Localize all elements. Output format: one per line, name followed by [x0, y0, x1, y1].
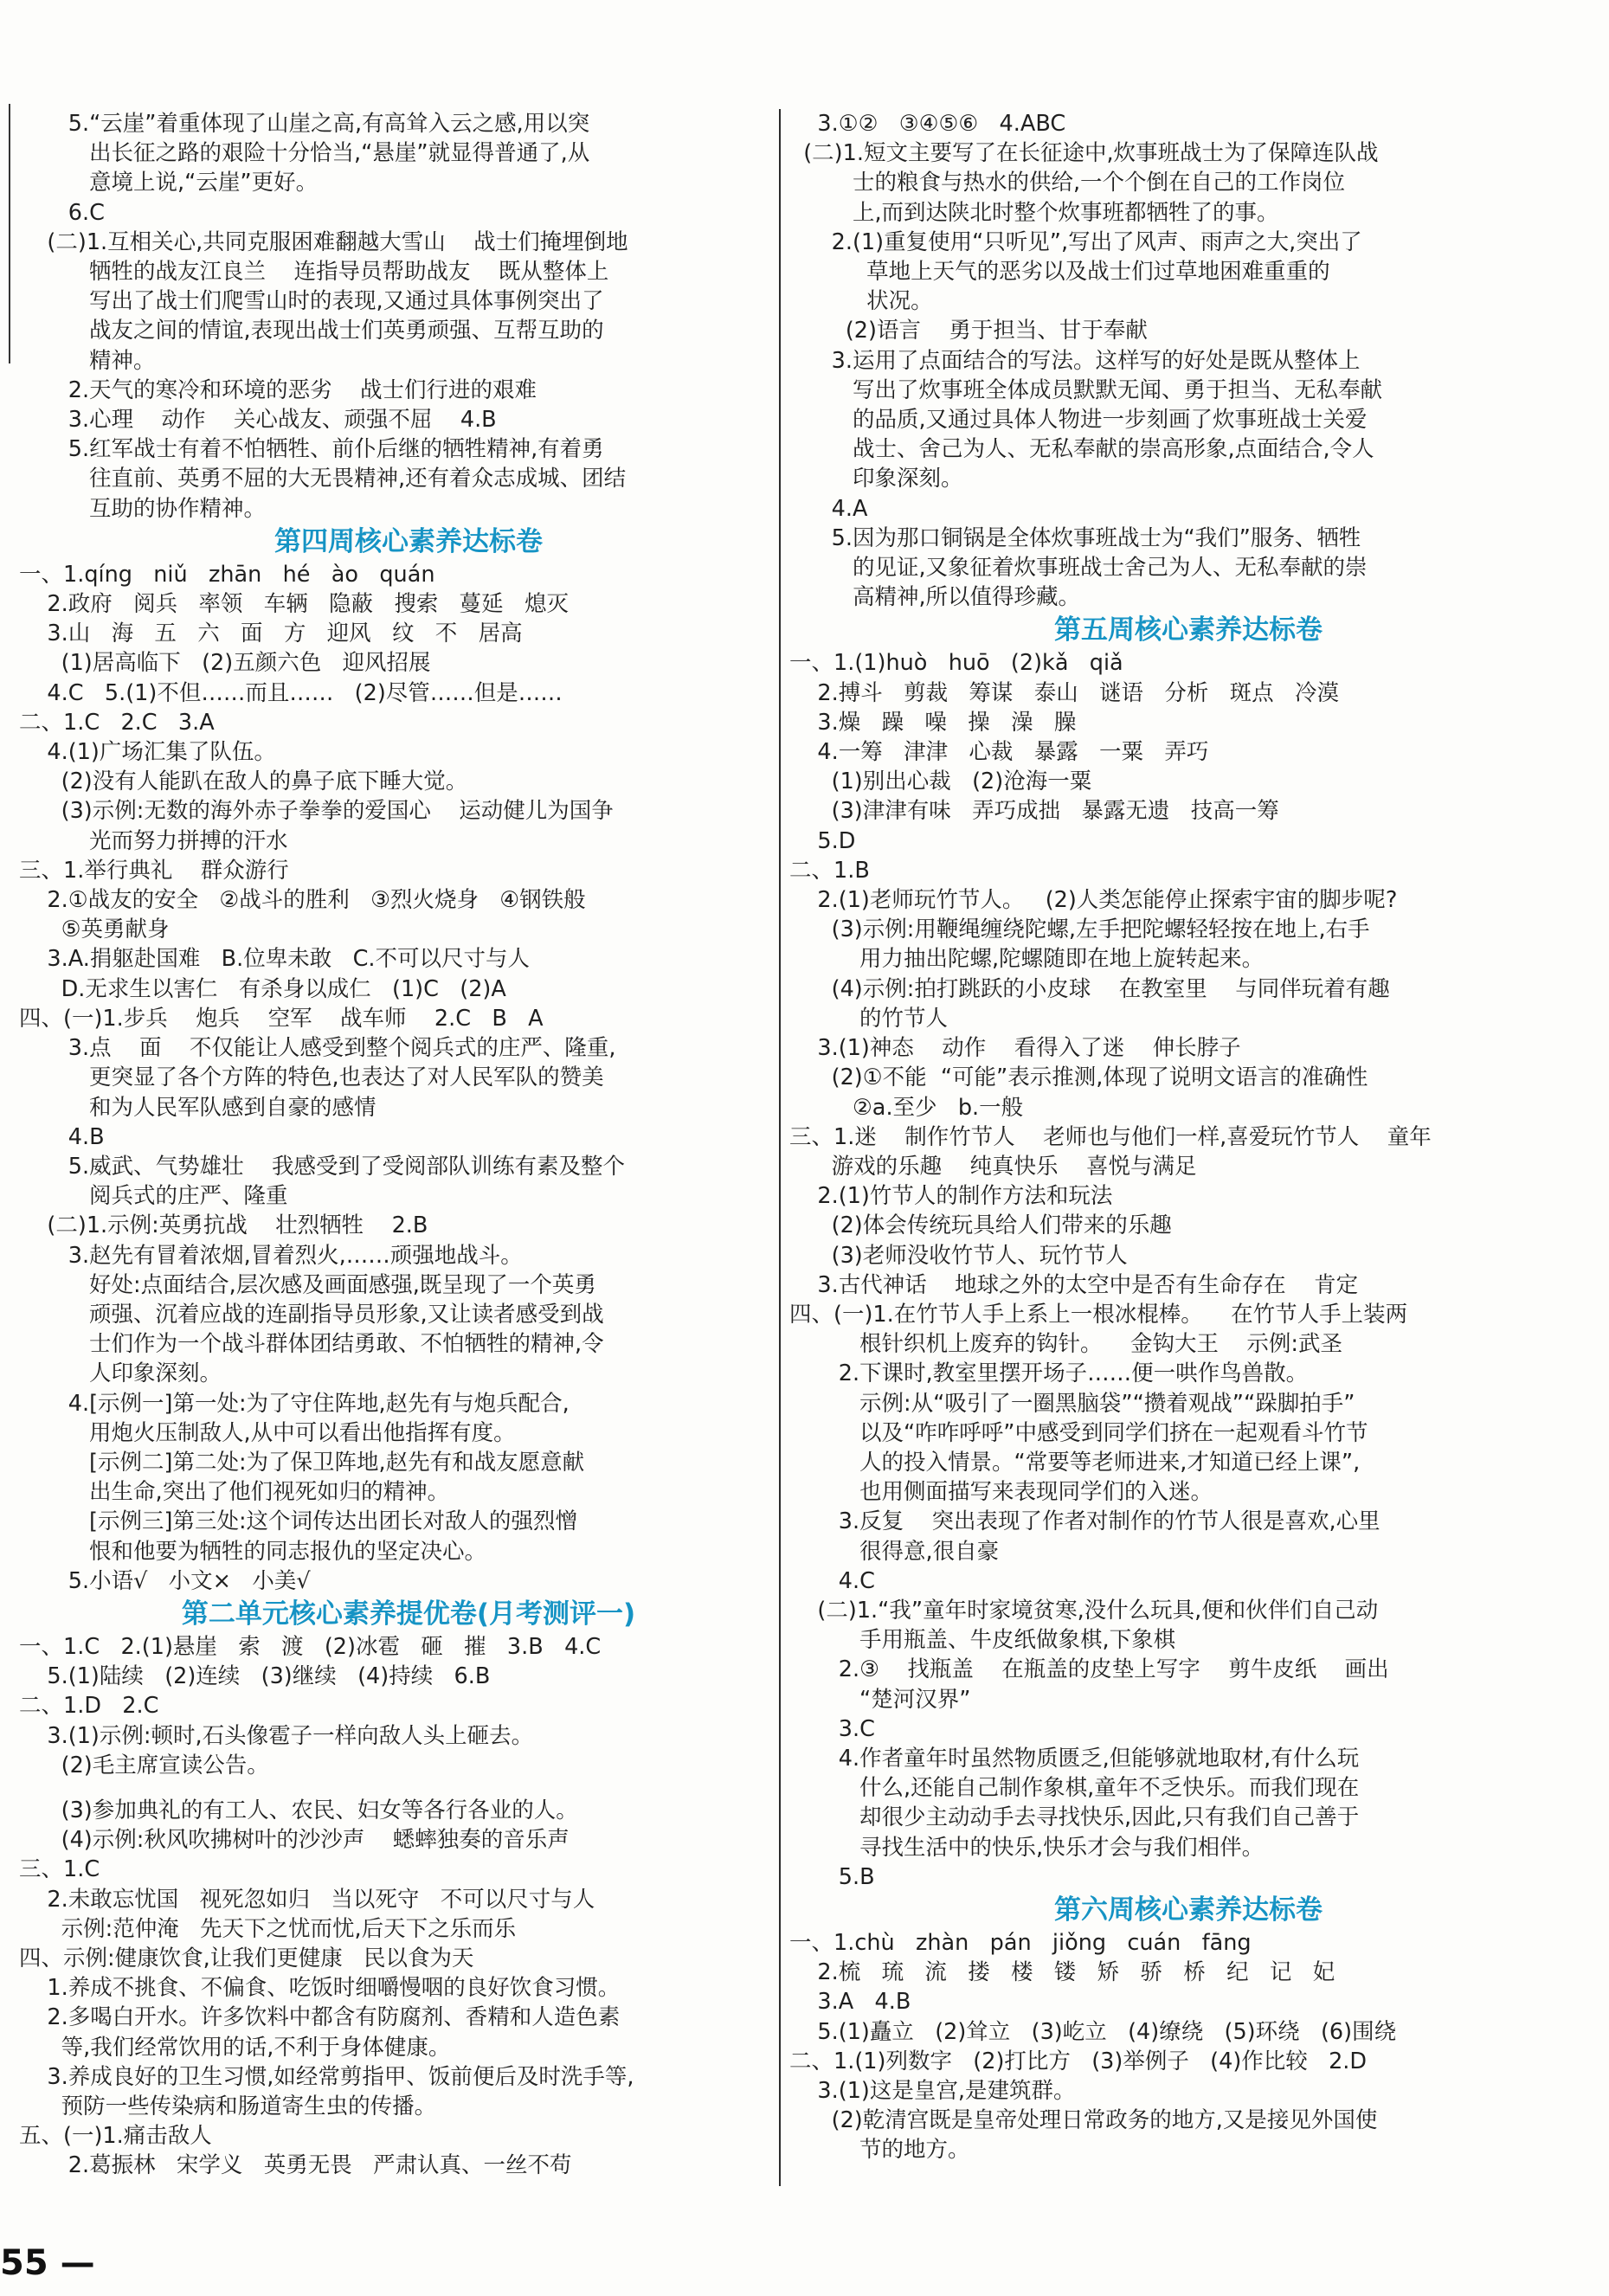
answer-line: 的见证,又象征着炊事班战士舍己为人、无私奉献的崇	[789, 555, 1368, 582]
answer-line: 手用瓶盖、牛皮纸做象棋,下象棋	[789, 1627, 1176, 1654]
answer-line: 预防一些传染病和肠道寄生虫的传播。	[19, 2093, 437, 2119]
answer-line: (4)示例:秋风吹拂树叶的沙沙声 蟋蟀独奏的音乐声	[19, 1827, 570, 1854]
answer-line: 五、(一)1.痛击敌人	[19, 2123, 212, 2150]
answer-line: 一、1.qíng niǔ zhān hé ào quán	[19, 561, 435, 588]
answer-line: 出长征之路的艰险十分恰当,“悬崖”就显得普通了,从	[19, 140, 590, 167]
answer-line: 四、示例:健康饮食,让我们更健康 民以食为天	[19, 1945, 474, 1971]
answer-line: 互助的协作精神。	[19, 495, 267, 522]
answer-line: 的品质,又通过具体人物进一步刻画了炊事班战士关爱	[789, 407, 1368, 434]
answer-line: 3.反复 突出表现了作者对制作的竹节人很是喜欢,心里	[789, 1508, 1381, 1535]
answer-line: 用炮火压制敌人,从中可以看出他指挥有度。	[19, 1419, 516, 1446]
answer-line: (二)1.短文主要写了在长征途中,炊事班战士为了保障连队战	[789, 140, 1379, 167]
answer-line: 二、1.C 2.C 3.A	[19, 709, 215, 736]
answer-line: D.无求生以害仁 有杀身以成仁 (1)C (2)A	[19, 975, 506, 1002]
answer-line: 4.(1)广场汇集了队伍。	[19, 739, 276, 766]
answer-line: 上,而到达陕北时整个炊事班都牺牲了的事。	[789, 199, 1279, 226]
answer-line: [示例三]第三处:这个词传达出团长对敌人的强烈憎	[19, 1508, 578, 1535]
answer-line: 5.B	[789, 1863, 875, 1890]
answer-line: 2.(1)老师玩竹节人。 (2)人类怎能停止探索宇宙的脚步呢?	[789, 887, 1398, 914]
answer-line: (2)没有人能趴在敌人的鼻子底下睡大觉。	[19, 769, 468, 795]
answer-line: 人印象深刻。	[19, 1360, 222, 1387]
answer-line: 人的投入情景。“常要等老师进来,才知道已经上课”,	[789, 1449, 1361, 1476]
answer-line: (3)示例:无数的海外赤子拳拳的爱国心 运动健儿为国争	[19, 798, 614, 825]
answer-line: 四、(一)1.在竹节人手上系上一根冰棍棒。 在竹节人手上装两	[789, 1301, 1408, 1328]
answer-line: 3.养成良好的卫生习惯,如经常剪指甲、饭前便后及时洗手等,	[19, 2063, 634, 2090]
answer-line: 5.威武、气势雄壮 我感受到了受阅部队训练有素及整个	[19, 1153, 625, 1180]
answer-line: 3.(1)神态 动作 看得入了迷 伸长脖子	[789, 1035, 1241, 1062]
answer-line: 3.赵先有冒着浓烟,冒着烈火,……顽强地战斗。	[19, 1242, 523, 1269]
answer-line: 3.心理 动作 关心战友、顽强不屈 4.B	[19, 407, 497, 434]
answer-line: (2)乾清宫既是皇帝处理日常政务的地方,又是接见外国使	[789, 2107, 1378, 2134]
answer-line: 和为人民军队感到自豪的感情	[19, 1094, 377, 1121]
left-column	[19, 109, 798, 2181]
answer-line: 4.C 5.(1)不但……而且…… (2)尽管……但是……	[19, 679, 563, 706]
answer-line: 1.养成不挑食、不偏食、吃饭时细嚼慢咽的良好饮食习惯。	[19, 1975, 621, 2002]
answer-line: 2.葛振林 宋学义 英勇无畏 严肃认真、一丝不苟	[19, 2152, 572, 2179]
answer-line: (3)津津有味 弄巧成拙 暴露无遗 技高一筹	[789, 798, 1279, 825]
answer-line: 写出了炊事班全体成员默默无闻、勇于担当、无私奉献	[789, 376, 1382, 403]
answer-line: 示例:范仲淹 先天下之忧而忧,后天下之乐而乐	[19, 1915, 517, 1942]
answer-line: (3)老师没收竹节人、玩竹节人	[789, 1242, 1128, 1269]
answer-line: 等,我们经常饮用的话,不利于身体健康。	[19, 2034, 451, 2061]
answer-line: 印象深刻。	[789, 466, 963, 492]
answer-line: 意境上说,“云崖”更好。	[19, 170, 319, 196]
column-divider	[779, 109, 781, 2186]
answer-line: 6.C	[19, 199, 105, 226]
answer-line: 4.A	[789, 495, 868, 522]
answer-line: 节的地方。	[789, 2137, 970, 2164]
answer-line: 一、1.C 2.(1)悬崖 索 渡 (2)冰雹 砸 摧 3.B 4.C	[19, 1633, 602, 1660]
answer-line: (2)毛主席宣读公告。	[19, 1752, 269, 1778]
answer-line: 示例:从“吸引了一圈黑脑袋”“攒着观战”“跺脚拍手”	[789, 1390, 1355, 1417]
answer-line: 4.[示例一]第一处:为了守住阵地,赵先有与炮兵配合,	[19, 1390, 570, 1417]
answer-line: 精神。	[19, 347, 156, 374]
answer-line: 5.(1)矗立 (2)耸立 (3)屹立 (4)缭绕 (5)环绕 (6)围绕	[789, 2018, 1397, 2045]
answer-line: 高精神,所以值得珍藏。	[789, 584, 1081, 611]
answer-line: (2)①不能 “可能”表示推测,体现了说明文语言的准确性	[789, 1064, 1368, 1091]
answer-line: (3)参加典礼的有工人、农民、妇女等各行各业的人。	[19, 1797, 578, 1823]
answer-line: 5.(1)陆续 (2)连续 (3)继续 (4)持续 6.B	[19, 1663, 491, 1690]
answer-line: 4.一筹 津津 心裁 暴露 一粟 弄巧	[789, 739, 1209, 766]
answer-line: 用力抽出陀螺,陀螺随即在地上旋转起来。	[789, 946, 1265, 973]
answer-line: 很得意,很自豪	[789, 1538, 1000, 1565]
answer-line: 3.C	[789, 1715, 875, 1742]
section-heading: 第二单元核心素养提优卷(月考测评一)	[181, 1598, 636, 1630]
answer-line: 二、1.(1)列数字 (2)打比方 (3)举例子 (4)作比较 2.D	[789, 2048, 1368, 2074]
answer-line: 什么,还能自己制作象棋,童年不乏快乐。而我们现在	[789, 1775, 1360, 1802]
answer-line: 战友之间的情谊,表现出战士们英勇顽强、互帮互助的	[19, 318, 604, 344]
answer-line: 寻找生活中的快乐,快乐才会与我们相伴。	[789, 1834, 1265, 1861]
answer-line: ⑤英勇献身	[19, 916, 170, 943]
answer-line: 2.未敢忘忧国 视死忽如归 当以死守 不可以尺寸与人	[19, 1886, 595, 1913]
answer-line: (2)语言 勇于担当、甘于奉献	[789, 318, 1148, 344]
answer-line: 却很少主动动手去寻找快乐,因此,只有我们自己善于	[789, 1804, 1360, 1831]
section-heading: 第六周核心素养达标卷	[1054, 1894, 1323, 1926]
answer-line: 2.①战友的安全 ②战斗的胜利 ③烈火烧身 ④钢铁般	[19, 887, 586, 914]
answer-line: (2)体会传统玩具给人们带来的乐趣	[789, 1212, 1172, 1239]
answer-line: 3.点 面 不仅能让人感受到整个阅兵式的庄严、隆重,	[19, 1035, 616, 1062]
answer-line: 三、1.C	[19, 1856, 100, 1883]
answer-line: 3.A.捐躯赴国难 B.位卑未敢 C.不可以尺寸与人	[19, 946, 530, 973]
answer-line: 2.多喝白开水。许多饮料中都含有防腐剂、香精和人造色素	[19, 2004, 621, 2031]
answer-line: 一、1.(1)huò huō (2)kǎ qiǎ	[789, 650, 1123, 677]
answer-line: 士们作为一个战斗群体团结勇敢、不怕牺牲的精神,令	[19, 1331, 604, 1358]
answer-line: (1)别出心裁 (2)沧海一粟	[789, 769, 1092, 795]
answer-line: 5.因为那口铜锅是全体炊事班战士为“我们”服务、牺牲	[789, 524, 1361, 551]
section-heading: 第四周核心素养达标卷	[274, 525, 543, 557]
answer-line: 四、(一)1.步兵 炮兵 空军 战车师 2.C B A	[19, 1005, 544, 1032]
answer-line: [示例二]第二处:为了保卫阵地,赵先有和战友愿意献	[19, 1449, 585, 1476]
answer-line: 光而努力拼搏的汗水	[19, 827, 288, 854]
answer-line: 3.A 4.B	[789, 1989, 911, 2016]
answer-line: 3.(1)这是皇宫,是建筑群。	[789, 2078, 1076, 2104]
answer-line: 恨和他要为牺牲的同志报仇的坚定决心。	[19, 1538, 487, 1565]
answer-line: 游戏的乐趣 纯真快乐 喜悦与满足	[789, 1153, 1197, 1180]
answer-line: 也用侧面描写来表现同学们的入迷。	[789, 1479, 1213, 1506]
answer-line: 3.运用了点面结合的写法。这样写的好处是既从整体上	[789, 347, 1361, 374]
answer-line: 2.天气的寒冷和环境的恶劣 战士们行进的艰难	[19, 376, 537, 403]
answer-line: 的竹节人	[789, 1005, 949, 1032]
right-column	[789, 109, 1587, 2165]
answer-line: 写出了战士们爬雪山时的表现,又通过具体事例突出了	[19, 288, 604, 315]
page-number: 55 —	[0, 2243, 95, 2283]
answer-line: 2.③ 找瓶盖 在瓶盖的皮垫上写字 剪牛皮纸 画出	[789, 1656, 1389, 1683]
answer-line: 3.①② ③④⑤⑥ 4.ABC	[789, 111, 1066, 137]
answer-line: 2.下课时,教室里摆开场子……便一哄作鸟兽散。	[789, 1360, 1309, 1387]
answer-line: 2.搏斗 剪裁 筹谋 泰山 谜语 分析 斑点 冷漠	[789, 679, 1339, 706]
answer-line: 2.(1)竹节人的制作方法和玩法	[789, 1183, 1113, 1210]
left-edge-rule	[9, 104, 10, 363]
answer-line: 5.“云崖”着重体现了山崖之高,有高耸入云之感,用以突	[19, 111, 590, 137]
answer-line: 以及“咋咋呼呼”中感受到同学们挤在一起观看斗竹节	[789, 1419, 1368, 1446]
answer-line: 5.红军战士有着不怕牺牲、前仆后继的牺牲精神,有着勇	[19, 436, 604, 463]
answer-line: 4.作者童年时虽然物质匮乏,但能够就地取材,有什么玩	[789, 1745, 1360, 1772]
answer-line: 5.小语√ 小文× 小美√	[19, 1567, 311, 1594]
answer-line: 3.山 海 五 六 面 方 迎风 纹 不 居高	[19, 621, 523, 647]
answer-line: 3.古代神话 地球之外的太空中是否有生命存在 肯定	[789, 1271, 1359, 1298]
answer-line	[19, 1780, 798, 1796]
answer-line: 三、1.举行典礼 群众游行	[19, 857, 289, 884]
answer-line: 出生命,突出了他们视死如归的精神。	[19, 1479, 450, 1506]
answer-line: (3)示例:用鞭绳缠绕陀螺,左手把陀螺轻轻按在地上,右手	[789, 916, 1370, 943]
answer-line: 草地上天气的恶劣以及战士们过草地困难重重的	[789, 259, 1330, 286]
answer-line: 顽强、沉着应战的连副指导员形象,又让读者感受到战	[19, 1301, 604, 1328]
answer-line: 三、1.迷 制作竹节人 老师也与他们一样,喜爱玩竹节人 童年	[789, 1123, 1432, 1150]
answer-line: 2.政府 阅兵 率领 车辆 隐蔽 搜索 蔓延 熄灭	[19, 591, 569, 618]
answer-line: 2.梳 琉 流 搂 楼 镂 矫 骄 桥 纪 记 妃	[789, 1959, 1335, 1986]
answer-line: 4.C	[789, 1567, 875, 1594]
answer-line: 根针织机上废弃的钩针。 金钩大王 示例:武圣	[789, 1331, 1342, 1358]
answer-line: 4.B	[19, 1123, 105, 1150]
answer-line: (4)示例:拍打跳跃的小皮球 在教室里 与同伴玩着有趣	[789, 975, 1390, 1002]
answer-line: “楚河汉界”	[789, 1686, 971, 1713]
answer-line: 状况。	[789, 288, 933, 315]
answer-line: 二、1.D 2.C	[19, 1693, 159, 1720]
answer-line: 阅兵式的庄严、隆重	[19, 1183, 288, 1210]
answer-line: 3.燥 躁 噪 操 澡 臊	[789, 709, 1077, 736]
answer-line: 战士、舍己为人、无私奉献的崇高形象,点面结合,令人	[789, 436, 1374, 463]
answer-line: 2.(1)重复使用“只听见”,写出了风声、雨声之大,突出了	[789, 228, 1362, 255]
answer-line: 二、1.B	[789, 857, 870, 884]
answer-line: 牺牲的战友江良兰 连指导员帮助战友 既从整体上	[19, 259, 609, 286]
answer-line: 一、1.chù zhàn pán jiǒng cuán fāng	[789, 1929, 1252, 1956]
answer-line: 士的粮食与热水的供给,一个个倒在自己的工作岗位	[789, 170, 1346, 196]
answer-line: (二)1.示例:英勇抗战 壮烈牺牲 2.B	[19, 1212, 428, 1239]
answer-line: 好处:点面结合,层次感及画面感强,既呈现了一个英勇	[19, 1271, 596, 1298]
answer-line: (二)1.互相关心,共同克服困难翻越大雪山 战士们掩埋倒地	[19, 228, 628, 255]
section-heading: 第五周核心素养达标卷	[1054, 614, 1323, 646]
answer-line: ②a.至少 b.一般	[789, 1094, 1024, 1121]
answer-line: 5.D	[789, 827, 856, 854]
answer-line: (1)居高临下 (2)五颜六色 迎风招展	[19, 650, 431, 677]
answer-line: 往直前、英勇不屈的大无畏精神,还有着众志成城、团结	[19, 466, 627, 492]
answer-line: 3.(1)示例:顿时,石头像雹子一样向敌人头上砸去。	[19, 1722, 534, 1749]
answer-line: 更突显了各个方阵的特色,也表达了对人民军队的赞美	[19, 1064, 604, 1091]
answer-line: (二)1.“我”童年时家境贫寒,没什么玩具,便和伙伴们自己动	[789, 1597, 1379, 1624]
